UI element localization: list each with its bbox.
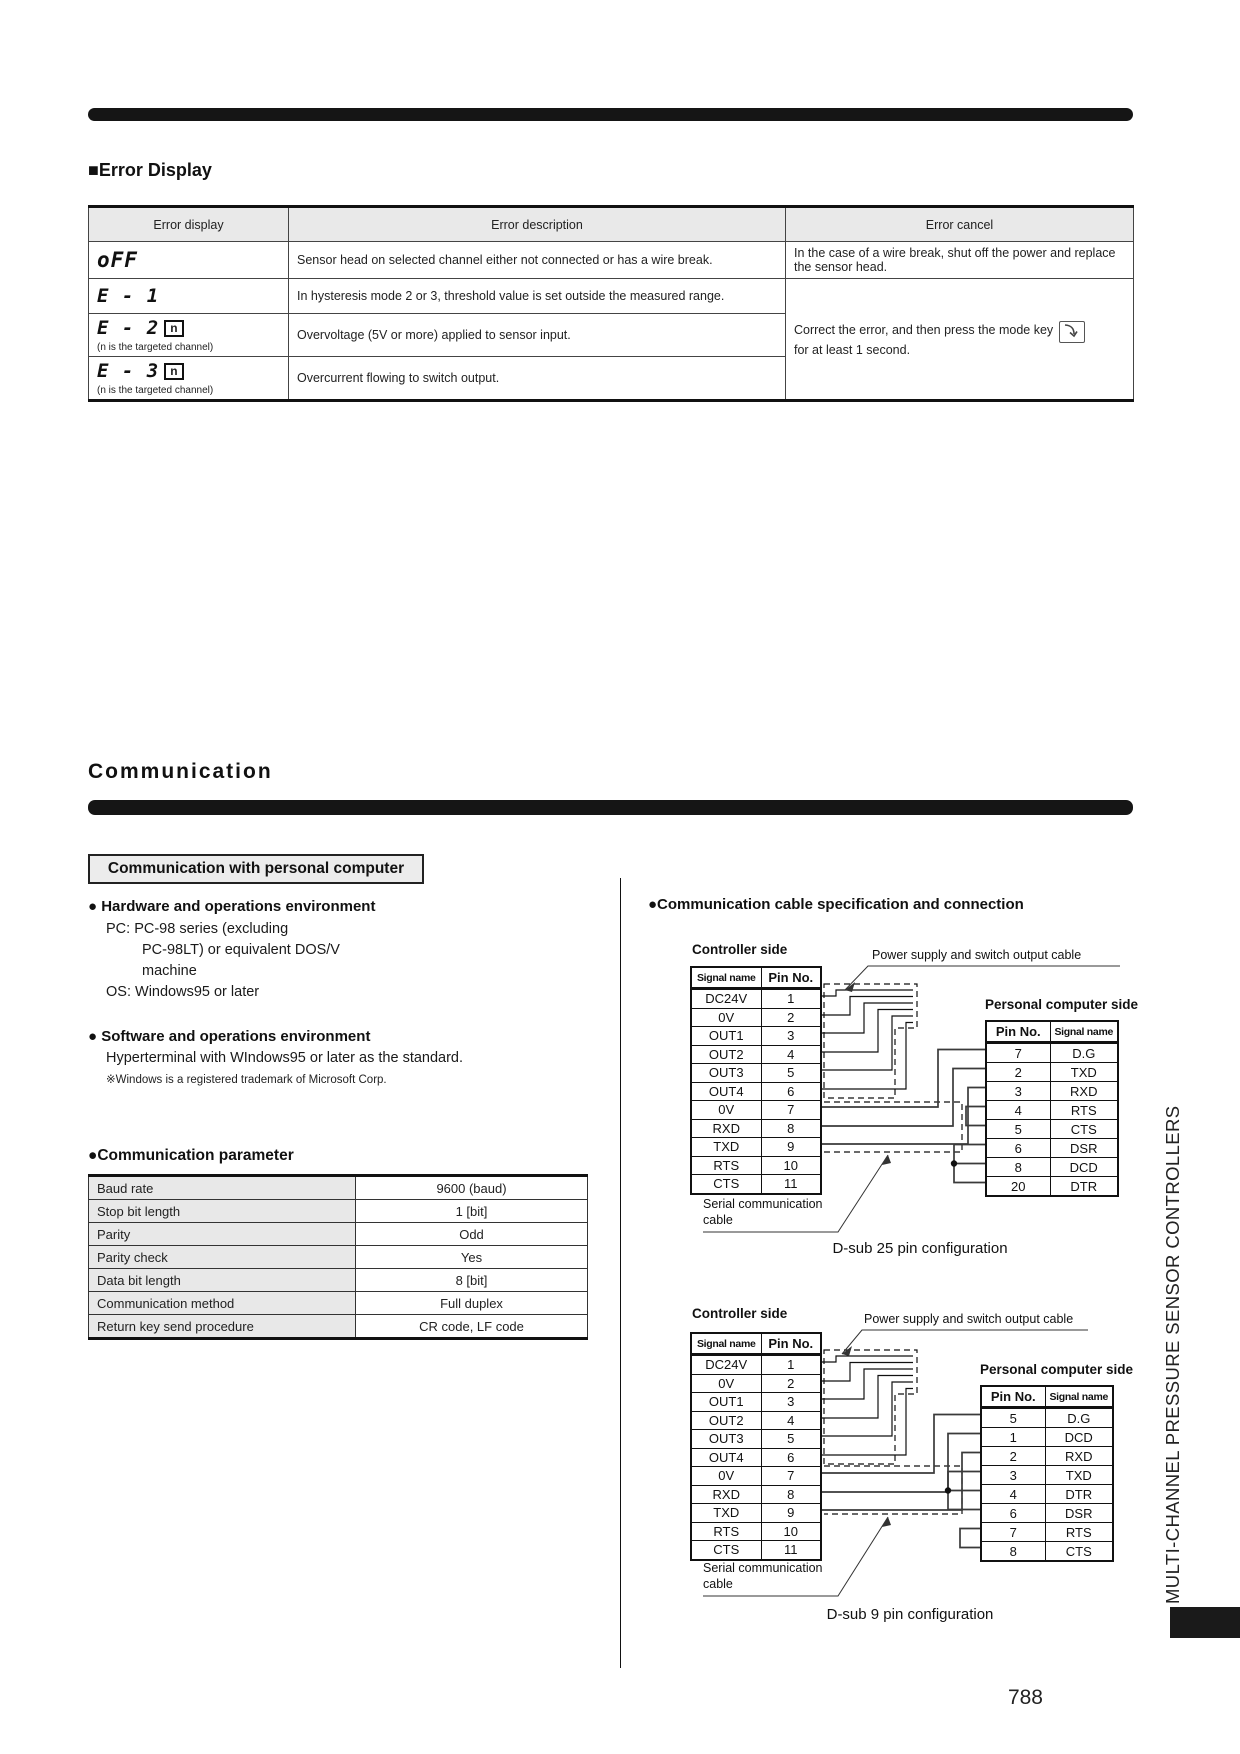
signal-name-header: Signal name: [1045, 1386, 1113, 1408]
software-env-heading: ● Software and operations environment: [88, 1028, 371, 1045]
pc-pin-table-d25: [985, 1020, 1119, 1197]
signal-cell: OUT2: [691, 1411, 761, 1430]
error-code-cell: [89, 242, 289, 279]
pin-row: [981, 1504, 1113, 1523]
pin-cell: 4: [986, 1101, 1050, 1120]
pc-side-label-d9: Personal computer side: [980, 1362, 1134, 1377]
pin-row: [691, 1355, 821, 1375]
param-value: Full duplex: [356, 1292, 588, 1315]
hardware-line-pc: PC: PC-98 series (excluding: [106, 921, 289, 937]
controller-pin-table-d9: [690, 1332, 822, 1561]
param-value: 1 [bit]: [356, 1200, 588, 1223]
signal-cell: RXD: [691, 1119, 761, 1138]
signal-cell: OUT3: [691, 1430, 761, 1449]
signal-cell: OUT4: [691, 1082, 761, 1101]
signal-cell: CTS: [691, 1541, 761, 1560]
pin-no-header: Pin No.: [986, 1021, 1050, 1043]
error-code-e1: E - 1: [97, 285, 160, 307]
hardware-line-os: OS: Windows95 or later: [106, 984, 260, 1000]
pin-no-header: Pin No.: [981, 1386, 1045, 1408]
param-value: CR code, LF code: [356, 1315, 588, 1339]
pin-row: [986, 1063, 1118, 1082]
param-row: [89, 1292, 588, 1315]
pin-cell: 1: [761, 989, 821, 1009]
signal-cell: DSR: [1050, 1139, 1118, 1158]
signal-cell: TXD: [691, 1138, 761, 1157]
param-label: Return key send procedure: [89, 1315, 356, 1339]
pin-row: [691, 1504, 821, 1523]
pin-cell: 4: [981, 1485, 1045, 1504]
signal-cell: CTS: [691, 1175, 761, 1194]
pin-cell: 7: [761, 1101, 821, 1120]
communication-parameter-table: [88, 1174, 588, 1340]
pin-no-header: Pin No.: [761, 1333, 821, 1355]
pin-row: [986, 1043, 1118, 1063]
pin-row: [691, 1138, 821, 1157]
power-cable-label-d9: Power supply and switch output cable: [864, 1312, 1074, 1326]
communication-parameter-heading: ●Communication parameter: [88, 1147, 294, 1164]
signal-cell: CTS: [1045, 1542, 1113, 1562]
column-divider: [620, 878, 621, 1668]
pin-cell: 3: [981, 1466, 1045, 1485]
error-table-header-row: [89, 207, 1134, 242]
communication-rule-bar: [88, 800, 1133, 815]
cable-spec-heading: ●Communication cable specification and connection: [648, 896, 1024, 913]
channel-n-box: n: [164, 320, 183, 337]
param-label: Stop bit length: [89, 1200, 356, 1223]
pin-cell: 8: [761, 1485, 821, 1504]
signal-cell: RXD: [1050, 1082, 1118, 1101]
signal-cell: OUT2: [691, 1045, 761, 1064]
error-row-off: [89, 242, 1134, 279]
pin-no-header: Pin No.: [761, 967, 821, 989]
signal-cell: TXD: [1045, 1466, 1113, 1485]
pin-cell: 6: [761, 1448, 821, 1467]
param-value: 8 [bit]: [356, 1269, 588, 1292]
pin-cell: 7: [986, 1043, 1050, 1063]
channel-n-box: n: [164, 363, 183, 380]
signal-cell: DCD: [1050, 1158, 1118, 1177]
d9-caption: D-sub 9 pin configuration: [826, 1606, 994, 1623]
pc-pin-table-d9: [980, 1385, 1114, 1562]
pin-cell: 2: [986, 1063, 1050, 1082]
pin-row: [691, 1374, 821, 1393]
signal-cell: CTS: [1050, 1120, 1118, 1139]
error-table: [88, 205, 1134, 402]
error-row-e1: [89, 279, 1134, 314]
windows-trademark-note: ※Windows is a registered trademark of Microsoft Corp.: [106, 1074, 387, 1086]
pin-row: [981, 1466, 1113, 1485]
param-row: [89, 1315, 588, 1339]
signal-cell: DTR: [1050, 1177, 1118, 1197]
error-col-header-description: Error description: [289, 207, 786, 242]
pin-cell: 10: [761, 1156, 821, 1175]
param-label: Communication method: [89, 1292, 356, 1315]
pin-row: [986, 1177, 1118, 1197]
pin-row: [691, 1393, 821, 1412]
param-label: Parity check: [89, 1246, 356, 1269]
communication-pc-box-label: Communication with personal computer: [88, 854, 424, 884]
error-code-cell: [89, 279, 289, 314]
pin-cell: 6: [761, 1082, 821, 1101]
pin-cell: 10: [761, 1522, 821, 1541]
pc-side-label-d25: Personal computer side: [985, 997, 1139, 1012]
controller-side-label-d25: Controller side: [692, 942, 788, 957]
error-cancel-line1: Correct the error, and then press the mode key: [794, 323, 1054, 337]
hardware-line-pc2: PC-98LT) or equivalent DOS/V: [142, 942, 340, 958]
signal-cell: DTR: [1045, 1485, 1113, 1504]
pin-cell: 5: [981, 1408, 1045, 1428]
pin-cell: 5: [761, 1064, 821, 1083]
param-value: Odd: [356, 1223, 588, 1246]
pin-row: [691, 1467, 821, 1486]
signal-cell: DC24V: [691, 1355, 761, 1375]
signal-cell: RTS: [1050, 1101, 1118, 1120]
param-row: [89, 1200, 588, 1223]
param-row: [89, 1223, 588, 1246]
signal-cell: 0V: [691, 1008, 761, 1027]
pin-row: [691, 1485, 821, 1504]
signal-cell: OUT4: [691, 1448, 761, 1467]
param-value: Yes: [356, 1246, 588, 1269]
pin-cell: 2: [761, 1008, 821, 1027]
signal-cell: DCD: [1045, 1428, 1113, 1447]
pin-cell: 4: [761, 1045, 821, 1064]
controller-pin-table-d25: [690, 966, 822, 1195]
signal-cell: DC24V: [691, 989, 761, 1009]
power-cable-label-d25: Power supply and switch output cable: [872, 948, 1082, 962]
pin-row: [691, 1045, 821, 1064]
signal-cell: OUT1: [691, 1393, 761, 1412]
pin-cell: 11: [761, 1175, 821, 1194]
pin-row: [691, 1119, 821, 1138]
pin-row: [981, 1542, 1113, 1562]
param-label: Data bit length: [89, 1269, 356, 1292]
pin-cell: 8: [761, 1119, 821, 1138]
signal-name-header: Signal name: [691, 967, 761, 989]
signal-cell: DSR: [1045, 1504, 1113, 1523]
pin-row: [691, 1175, 821, 1194]
pin-row: [691, 1064, 821, 1083]
error-col-header-cancel: Error cancel: [786, 207, 1134, 242]
pin-row: [986, 1158, 1118, 1177]
error-cancel-cell: In the case of a wire break, shut off the power and replace the sensor head.: [786, 242, 1134, 279]
param-row: [89, 1246, 588, 1269]
error-code-cell: [89, 357, 289, 401]
pin-cell: 4: [761, 1411, 821, 1430]
error-display-heading: ■Error Display: [88, 160, 212, 180]
error-code-e2: E - 2: [97, 317, 160, 339]
pin-cell: 6: [986, 1139, 1050, 1158]
pin-row: [986, 1139, 1118, 1158]
signal-cell: 0V: [691, 1467, 761, 1486]
pin-row: [691, 1430, 821, 1449]
channel-note: (n is the targeted channel): [97, 385, 214, 396]
signal-cell: D.G: [1045, 1408, 1113, 1428]
sidebar-vertical-title: MULTI-CHANNEL PRESSURE SENSOR CONTROLLERS: [1162, 1105, 1183, 1604]
serial-cable-label-d25: Serial communication cable: [703, 1197, 823, 1227]
pin-row: [981, 1523, 1113, 1542]
signal-name-header: Signal name: [691, 1333, 761, 1355]
error-description-cell: Overvoltage (5V or more) applied to sensor input.: [289, 314, 786, 357]
page-number: 788: [1007, 1686, 1043, 1709]
error-description-cell: In hysteresis mode 2 or 3, threshold value is set outside the measured range.: [289, 279, 786, 314]
pin-cell: 9: [761, 1504, 821, 1523]
signal-cell: 0V: [691, 1374, 761, 1393]
signal-cell: RTS: [691, 1522, 761, 1541]
param-row: [89, 1269, 588, 1292]
hardware-env-heading: ● Hardware and operations environment: [88, 898, 376, 915]
error-cancel-line2: for at least 1 second.: [794, 343, 911, 357]
error-cancel-merged-cell: [786, 279, 1134, 401]
pin-row: [691, 1082, 821, 1101]
signal-cell: OUT3: [691, 1064, 761, 1083]
serial-cable-label-d9: Serial communication cable: [703, 1561, 823, 1591]
pin-row: [691, 1541, 821, 1560]
error-code-off: oFF: [97, 248, 138, 272]
pin-row: [691, 1522, 821, 1541]
pin-cell: 3: [986, 1082, 1050, 1101]
param-value: 9600 (baud): [356, 1176, 588, 1200]
pin-cell: 1: [761, 1355, 821, 1375]
hardware-line-machine: machine: [142, 963, 197, 979]
top-rule-bar: [88, 108, 1133, 121]
pin-row: [981, 1485, 1113, 1504]
error-code-e3: E - 3: [97, 360, 160, 382]
pin-row: [986, 1101, 1118, 1120]
pin-cell: 7: [981, 1523, 1045, 1542]
param-label: Parity: [89, 1223, 356, 1246]
section-index-tab: [1170, 1607, 1240, 1638]
pin-cell: 1: [981, 1428, 1045, 1447]
signal-cell: RXD: [1045, 1447, 1113, 1466]
param-row: [89, 1176, 588, 1200]
pin-cell: 6: [981, 1504, 1045, 1523]
pin-row: [986, 1120, 1118, 1139]
signal-cell: RTS: [1045, 1523, 1113, 1542]
communication-heading: Communication: [88, 760, 273, 783]
pin-cell: 8: [981, 1542, 1045, 1562]
signal-cell: RXD: [691, 1485, 761, 1504]
signal-cell: 0V: [691, 1101, 761, 1120]
error-code-cell: [89, 314, 289, 357]
param-label: Baud rate: [89, 1176, 356, 1200]
pin-row: [981, 1447, 1113, 1466]
channel-note: (n is the targeted channel): [97, 342, 214, 353]
controller-side-label-d9: Controller side: [692, 1306, 788, 1321]
signal-cell: TXD: [691, 1504, 761, 1523]
pin-cell: 3: [761, 1393, 821, 1412]
pin-cell: 11: [761, 1541, 821, 1560]
pin-cell: 5: [761, 1430, 821, 1449]
error-col-header-display: Error display: [89, 207, 289, 242]
pin-row: [986, 1082, 1118, 1101]
d25-caption: D-sub 25 pin configuration: [832, 1240, 1008, 1257]
mode-key-icon: [1059, 321, 1085, 343]
signal-cell: RTS: [691, 1156, 761, 1175]
signal-cell: D.G: [1050, 1043, 1118, 1063]
software-line: Hyperterminal with WIndows95 or later as the standard.: [106, 1050, 464, 1066]
pin-row: [981, 1408, 1113, 1428]
signal-cell: OUT1: [691, 1027, 761, 1046]
pin-row: [691, 1027, 821, 1046]
pin-cell: 2: [981, 1447, 1045, 1466]
pin-cell: 2: [761, 1374, 821, 1393]
pin-row: [691, 1101, 821, 1120]
signal-cell: TXD: [1050, 1063, 1118, 1082]
pin-cell: 7: [761, 1467, 821, 1486]
pin-cell: 5: [986, 1120, 1050, 1139]
pin-row: [691, 1156, 821, 1175]
signal-name-header: Signal name: [1050, 1021, 1118, 1043]
pin-row: [691, 1448, 821, 1467]
error-description-cell: Overcurrent flowing to switch output.: [289, 357, 786, 401]
pin-cell: 8: [986, 1158, 1050, 1177]
pin-cell: 20: [986, 1177, 1050, 1197]
pin-row: [691, 1008, 821, 1027]
pin-cell: 3: [761, 1027, 821, 1046]
pin-row: [691, 1411, 821, 1430]
pin-row: [691, 989, 821, 1009]
pin-row: [981, 1428, 1113, 1447]
pin-cell: 9: [761, 1138, 821, 1157]
error-description-cell: Sensor head on selected channel either not connected or has a wire break.: [289, 242, 786, 279]
